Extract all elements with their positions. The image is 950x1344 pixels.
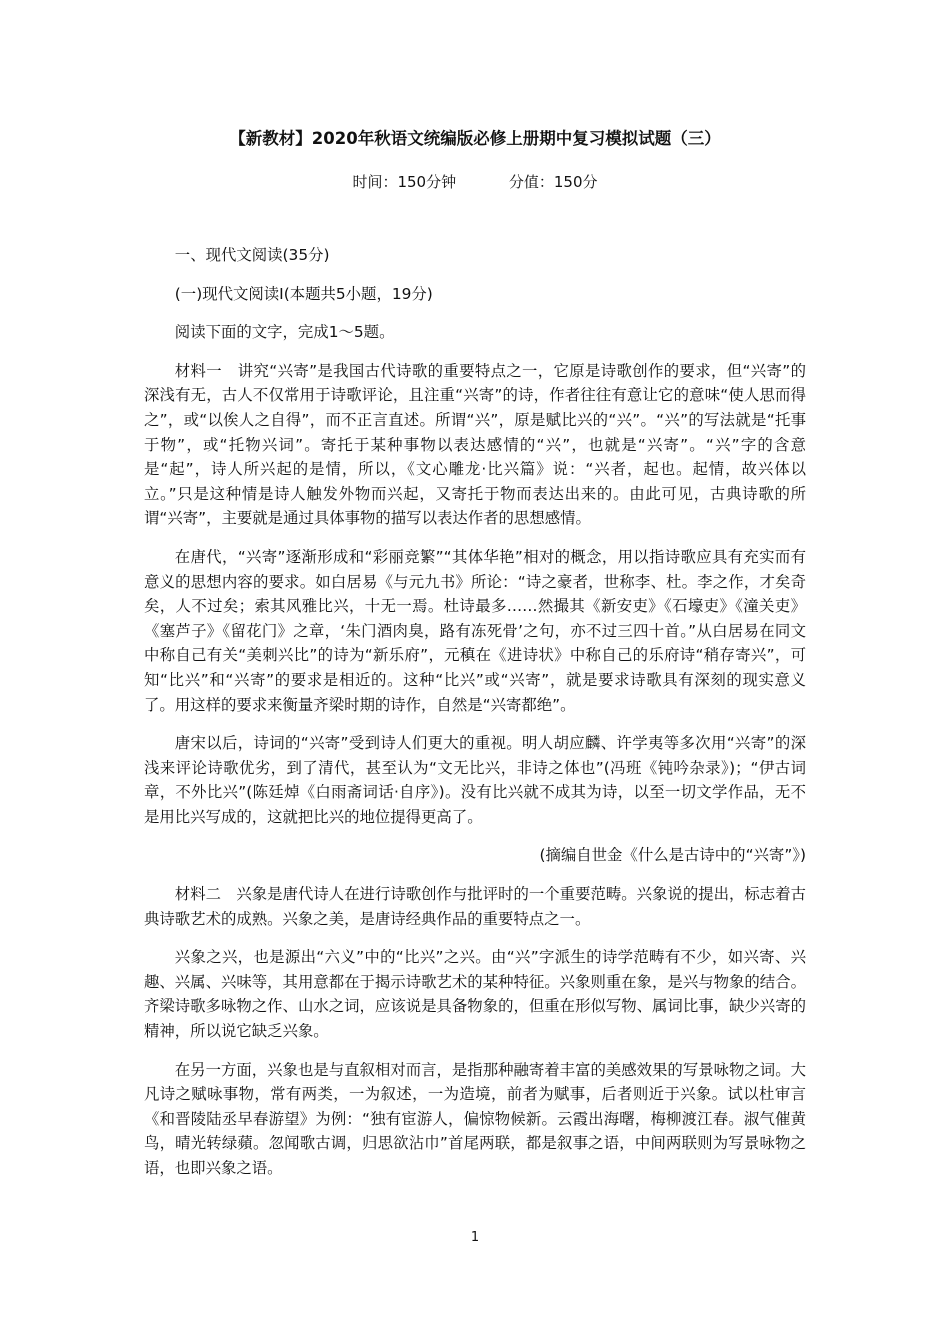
page-number: 1 (470, 1230, 480, 1245)
source-citation: (摘编自世金《什么是古诗中的“兴寄”》) (539, 846, 806, 865)
paragraph: 材料二 兴象是唐代诗人在进行诗歌创作与批评时的一个重要范畴。兴象说的提出，标志着古典诗歌艺术的成熟。兴象之美，是唐诗经典作品的重要特点之一。 (144, 885, 806, 928)
paragraph: 在唐代，“兴寄”逐渐形成和“彩丽竞繁”“其体华艳”相对的概念，用以指诗歌应具有充实而有意义的思想内容的要求。如白居易《与元九书》所论：“诗之豪者，世称李、杜。李之作，才矣奇矣，人不过矣；索其风雅比兴，十无一焉。杜诗最多……然撮其《新安吏》《石壕吏》《潼关吏》《塞芦子》《留花门》之章，‘朱门酒肉臭，路有冻死骨’之句，亦不过三四十首。”从白居易在同文中称自己有关“美刺兴比”的诗为“新乐府”，元稹在《进诗状》中称自己的乐府诗“稍存寄兴”，可知“比兴”和“兴寄”的要求是相近的。这种“比兴”或“兴寄”，就是要求诗歌具有深刻的现实意义了。用这样的要求来衡量齐梁时期的诗作，自然是“兴寄都绝”。 (144, 547, 806, 714)
paragraph: 兴象之兴，也是源出“六义”中的“比兴”之兴。由“兴”字派生的诗学范畴有不少，如兴寄、兴趣、兴属、兴味等，其用意都在于揭示诗歌艺术的某种特征。兴象则重在象，是兴与物象的结合。齐梁诗歌多咏物之作、山水之词，应该说是具备物象的，但重在形似写物、属词比事，缺少兴寄的精神，所以说它缺乏兴象。 (144, 948, 806, 1041)
exam-score: 分值：150分 (508, 173, 598, 191)
subsection-heading: (一)现代文阅读Ⅰ(本题共5小题，19分) (174, 284, 433, 303)
document-title: 【新教材】2020年秋语文统编版必修上册期中复习模拟试题（三） (229, 129, 721, 148)
paragraph: 唐宋以后，诗词的“兴寄”受到诗人们更大的重视。明人胡应麟、许学夷等多次用“兴寄”的深浅来评论诗歌优劣，到了清代，甚至认为“文无比兴，非诗之体也”(冯班《钝吟杂录》)；“伊古词章，不外比兴”(陈廷焯《白雨斋词话·自序》)。没有比兴就不成其为诗，以至一切文学作品，无不是用比兴写成的，这就把比兴的地位提得更高了。 (144, 734, 806, 826)
paragraph: 在另一方面，兴象也是与直叙相对而言，是指那种融寄着丰富的美感效果的写景咏物之词。大凡诗之赋咏事物，常有两类，一为叙述，一为造境，前者为赋事，后者则近于兴象。试以杜审言《和晋陵陆丞早春游望》为例：“独有宦游人，偏惊物候新。云霞出海曙，梅柳渡江春。淑气催黄鸟，晴光转绿蘋。忽闻歌古调，归思欲沾巾”首尾两联，都是叙事之语，中间两联则为写景咏物之语，也即兴象之语。 (144, 1060, 806, 1177)
paragraph: 材料一 讲究“兴寄”是我国古代诗歌的重要特点之一，它原是诗歌创作的要求，但“兴寄”的深浅有无，古人不仅常用于诗歌评论，且注重“兴寄”的诗，作者往往有意让它的意味“使人思而得之”，或“以俟人之自得”，而不正言直述。所谓“兴”，原是赋比兴的“兴”。“兴”的写法就是“托事于物”，或“托物兴词”。寄托于某种事物以表达感情的“兴”，也就是“兴寄”。“兴”字的含意是“起”，诗人所兴起的是情，所以，《文心雕龙·比兴篇》说：“兴者，起也。起情，故兴体以立。”只是这种情是诗人触发外物而兴起，又寄托于物而表达出来的。由此可见，古典诗歌的所谓“兴寄”，主要就是通过具体事物的描写以表达作者的思想感情。 (144, 361, 807, 528)
exam-time: 时间：150分钟 (352, 173, 457, 191)
instruction: 阅读下面的文字，完成1～5题。 (174, 323, 395, 342)
exam-meta (0, 170, 950, 194)
document-body (144, 243, 806, 1195)
section-heading: 一、现代文阅读(35分) (174, 246, 330, 264)
